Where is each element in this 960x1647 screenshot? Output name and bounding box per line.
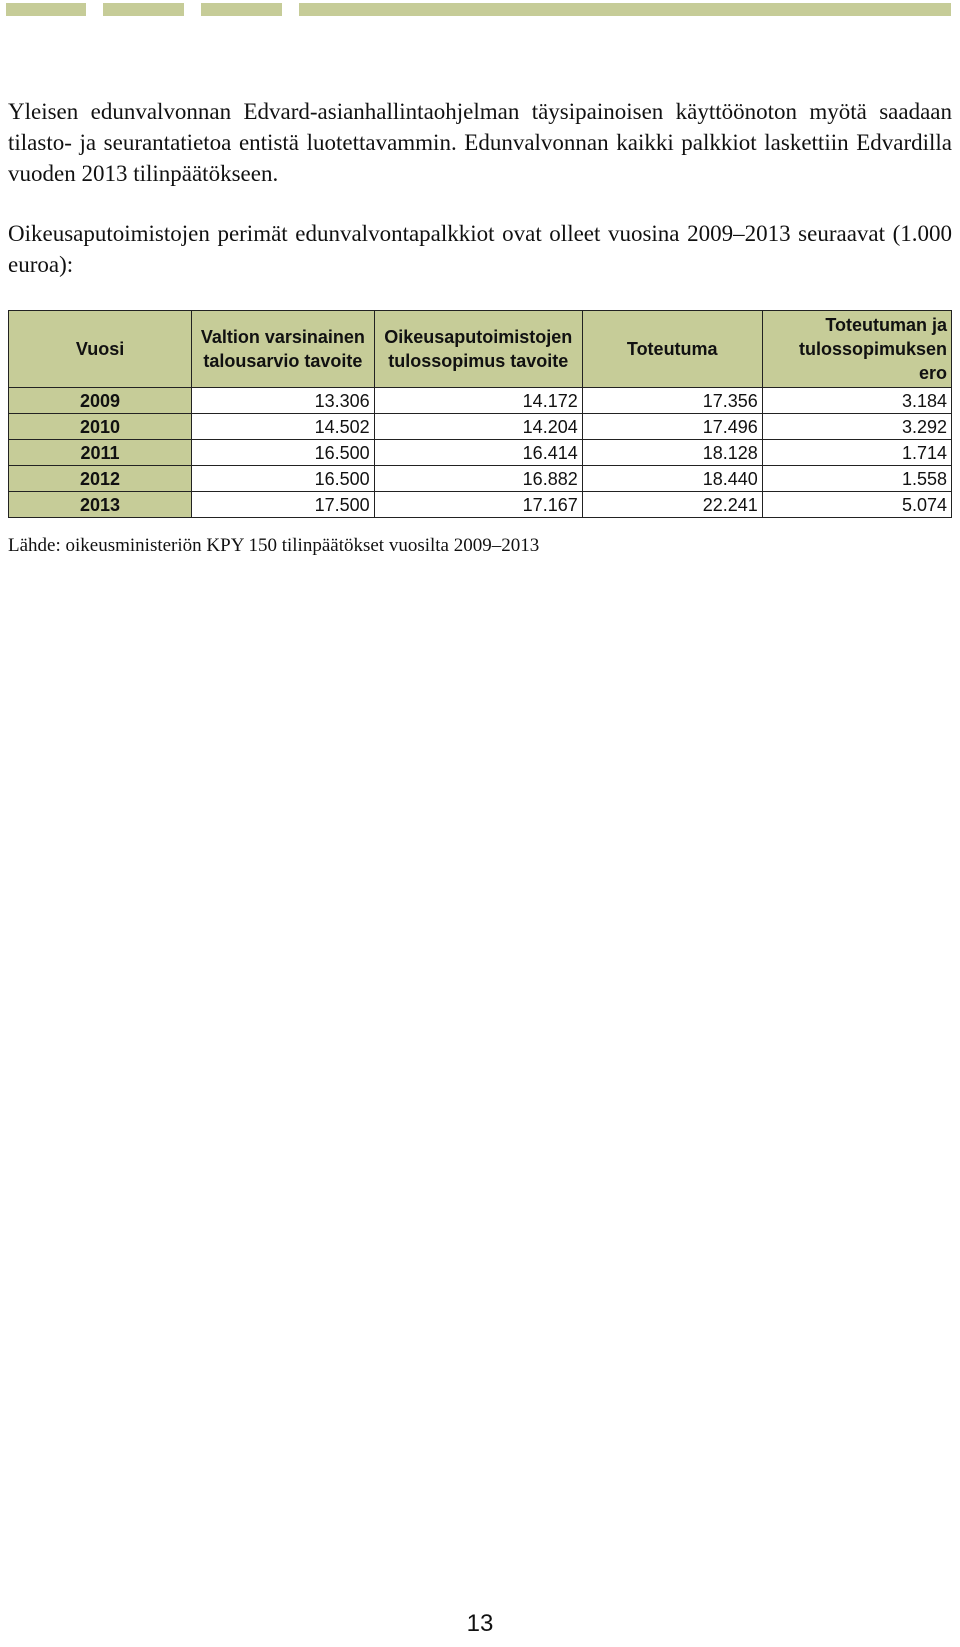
table-row (9, 414, 952, 440)
cell-year: 2009 (9, 388, 192, 414)
paragraph-fees-intro: Oikeusaputoimistojen perimät edunvalvontapalkkiot ovat olleet vuosina 2009–2013 seuraavat (1.000 euroa): (8, 221, 952, 277)
header-budget-target: Valtion varsinainen talousarvio tavoite (192, 311, 375, 388)
cell-difference: 5.074 (762, 492, 951, 518)
cell-budget-target: 16.500 (192, 440, 375, 466)
paragraph-edvard: Yleisen edunvalvonnan Edvard-asianhallintaohjelman täysipainoisen käyttöönoton myötä saadaan tilasto- ja seurantatietoa entistä luotettavammin. Edunvalvonnan kaikki palkkiot laskettiin Edvardilla vuoden 2013 tilinpäätökseen. (8, 99, 952, 186)
cell-budget-target: 14.502 (192, 414, 375, 440)
cell-year: 2013 (9, 492, 192, 518)
header-bar-4 (299, 3, 951, 16)
cell-year: 2012 (9, 466, 192, 492)
header-bar-2 (103, 3, 184, 16)
table-row (9, 440, 952, 466)
header-bar-3 (201, 3, 282, 16)
header-bar-1 (6, 3, 86, 16)
cell-difference: 1.558 (762, 466, 951, 492)
cell-actual: 22.241 (582, 492, 762, 518)
header-year: Vuosi (9, 311, 192, 388)
cell-budget-target: 16.500 (192, 466, 375, 492)
cell-performance-target: 17.167 (374, 492, 582, 518)
cell-performance-target: 16.414 (374, 440, 582, 466)
cell-actual: 18.128 (582, 440, 762, 466)
cell-performance-target: 16.882 (374, 466, 582, 492)
table-source-note: Lähde: oikeusministeriön KPY 150 tilinpäätökset vuosilta 2009–2013 (8, 535, 540, 556)
cell-year: 2011 (9, 440, 192, 466)
fees-table (8, 310, 952, 518)
cell-actual: 18.440 (582, 466, 762, 492)
table-row (9, 466, 952, 492)
cell-year: 2010 (9, 414, 192, 440)
cell-performance-target: 14.204 (374, 414, 582, 440)
header-decoration (0, 3, 960, 16)
page-number: 13 (466, 1610, 494, 1637)
cell-budget-target: 13.306 (192, 388, 375, 414)
table-header-row (9, 311, 952, 388)
cell-difference: 3.184 (762, 388, 951, 414)
table-row (9, 388, 952, 414)
header-difference: Toteutuman ja tulossopimuksen ero (762, 311, 951, 388)
cell-performance-target: 14.172 (374, 388, 582, 414)
cell-actual: 17.356 (582, 388, 762, 414)
header-performance-target: Oikeusaputoimistojen tulossopimus tavoite (374, 311, 582, 388)
header-actual: Toteutuma (582, 311, 762, 388)
cell-budget-target: 17.500 (192, 492, 375, 518)
cell-difference: 1.714 (762, 440, 951, 466)
table-row (9, 492, 952, 518)
cell-actual: 17.496 (582, 414, 762, 440)
cell-difference: 3.292 (762, 414, 951, 440)
